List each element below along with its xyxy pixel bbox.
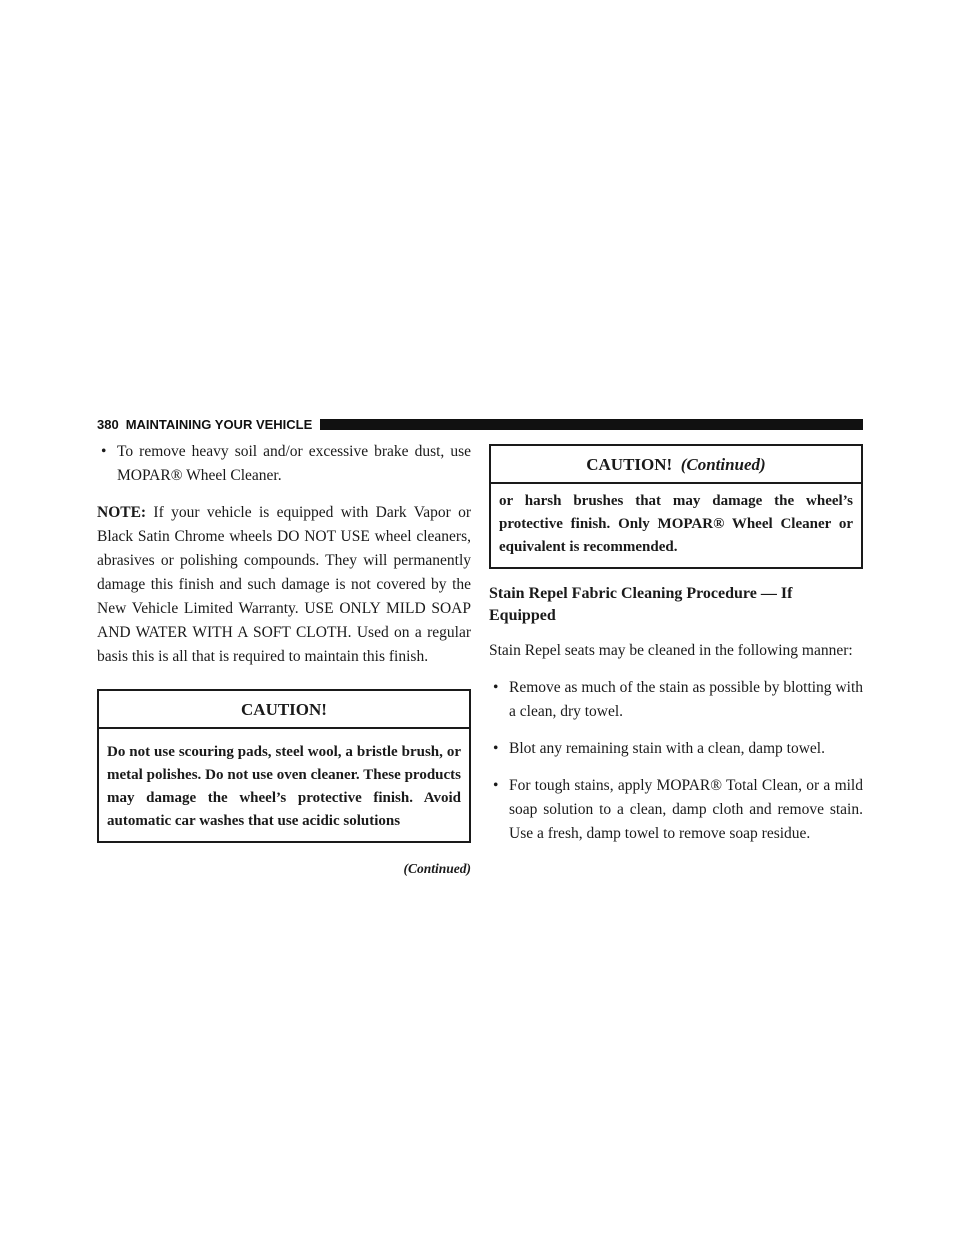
section-heading: Stain Repel Fabric Cleaning Procedure — If Equipped [489, 585, 793, 624]
bullet-icon: • [493, 740, 499, 757]
continued-label: (Continued) [403, 861, 471, 876]
intro-paragraph: Stain Repel seats may be cleaned in the following manner: [489, 642, 853, 659]
caution-box-continued [489, 444, 863, 569]
note-paragraph [97, 501, 471, 669]
bullet-icon: • [101, 443, 107, 460]
caution-title: CAUTION! [99, 691, 469, 729]
bullet-text: Blot any remaining stain with a clean, damp towel. [509, 740, 825, 757]
list-item [489, 774, 863, 846]
bullet-text: Remove as much of the stain as possible by blotting with a clean, dry towel. [509, 679, 863, 720]
caution-text: or harsh brushes that may damage the wheel’s protective finish. Only MOPAR® Wheel Cleaner or equivalent is recommended. [499, 493, 853, 555]
page-number: 380 [97, 416, 119, 432]
bullet-icon: • [493, 679, 499, 696]
section-title: MAINTAINING YOUR VEHICLE [125, 416, 313, 432]
right-column [489, 440, 863, 859]
list-item [97, 440, 471, 488]
caution-box [97, 689, 471, 843]
page-header [97, 416, 863, 432]
list-item [489, 737, 863, 761]
bullet-icon: • [493, 777, 499, 794]
caution-title [491, 446, 861, 484]
header-rule [320, 419, 863, 430]
list-item [489, 676, 863, 724]
caution-text: Do not use scouring pads, steel wool, a bristle brush, or metal polishes. Do not use oven cleaner. These products may damage the wheel’s protective finish. Avoid automatic car washes that use acidic solutions [107, 744, 461, 829]
bullet-text: For tough stains, apply MOPAR® Total Clean, or a mild soap solution to a clean, damp cloth and remove stain. Use a fresh, damp towel to remove soap residue. [509, 777, 863, 842]
note-text: If your vehicle is equipped with Dark Vapor or Black Satin Chrome wheels DO NOT USE wheel cleaners, abrasives or polishing compounds. They will permanently damage this finish and such damage is not covered by the New Vehicle Limited Warranty. USE ONLY MILD SOAP AND WATER WITH A SOFT CLOTH. Used on a regular basis this is all that is required to maintain this finish. [97, 504, 471, 665]
bullet-text: To remove heavy soil and/or excessive brake dust, use MOPAR® Wheel Cleaner. [117, 443, 471, 484]
caution-title-text: CAUTION! [586, 455, 673, 474]
note-label: NOTE: [97, 504, 147, 521]
left-column [97, 440, 471, 881]
caution-continued-label: (Continued) [680, 455, 766, 474]
